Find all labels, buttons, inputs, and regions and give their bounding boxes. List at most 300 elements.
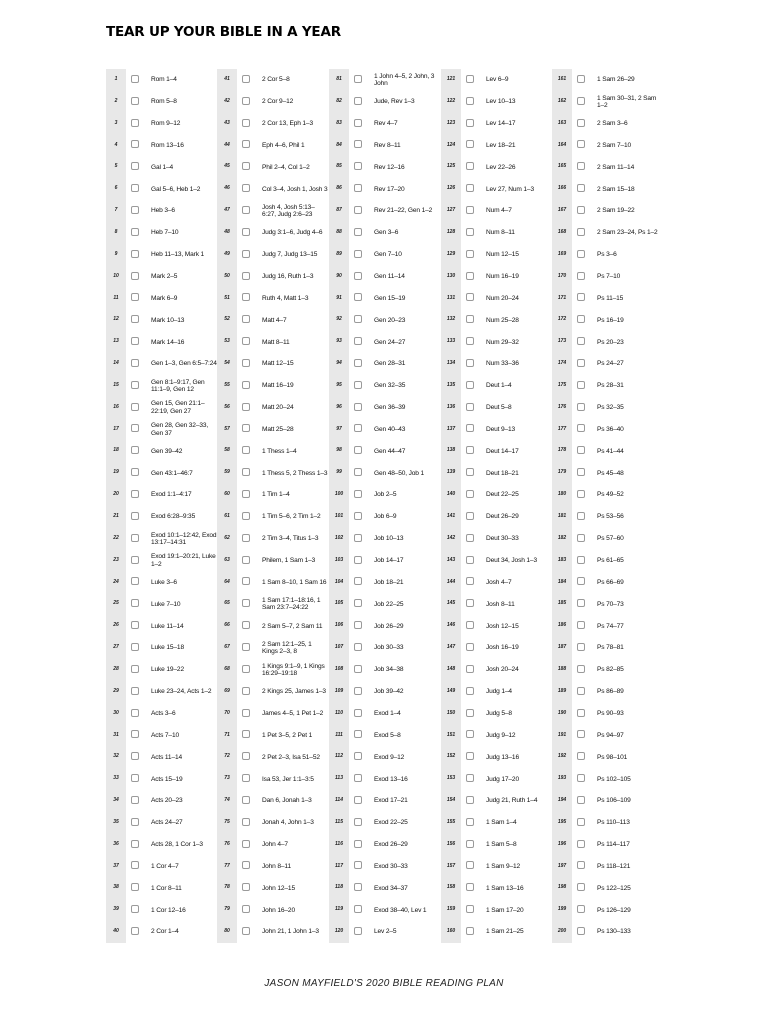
reading-passage: Ps 53–56 — [597, 513, 624, 521]
day-checkbox[interactable] — [242, 709, 250, 717]
day-number: 14 — [113, 360, 119, 367]
reading-day-row — [217, 877, 328, 899]
day-checkbox[interactable] — [242, 293, 250, 301]
reading-passage: Luke 7–10 — [151, 600, 181, 608]
day-checkbox[interactable] — [577, 97, 585, 105]
reading-passage: Ps 36–40 — [597, 425, 624, 433]
day-number: 135 — [446, 381, 456, 388]
reading-day-row — [441, 353, 552, 375]
reading-day-row — [329, 222, 440, 244]
reading-day-row — [106, 91, 217, 113]
day-checkbox[interactable] — [354, 97, 362, 105]
plan-column-4 — [441, 69, 552, 943]
day-number: 127 — [446, 207, 456, 214]
day-checkbox[interactable] — [354, 556, 362, 564]
day-checkbox[interactable] — [131, 752, 139, 760]
day-checkbox[interactable] — [131, 556, 139, 564]
day-checkbox[interactable] — [242, 75, 250, 83]
day-checkbox[interactable] — [131, 75, 139, 83]
day-checkbox[interactable] — [466, 206, 474, 214]
day-checkbox[interactable] — [131, 272, 139, 280]
day-checkbox[interactable] — [466, 468, 474, 476]
reading-passage: Acts 3–6 — [151, 709, 176, 717]
reading-day-row — [329, 790, 440, 812]
reading-passage: Matt 20–24 — [262, 404, 294, 412]
day-checkbox[interactable] — [354, 424, 362, 432]
day-checkbox[interactable] — [242, 818, 250, 826]
day-checkbox[interactable] — [466, 599, 474, 607]
reading-passage: 1 Sam 13–16 — [486, 884, 524, 892]
day-checkbox[interactable] — [131, 140, 139, 148]
day-checkbox[interactable] — [577, 337, 585, 345]
day-checkbox[interactable] — [242, 577, 250, 585]
day-checkbox[interactable] — [466, 512, 474, 520]
day-checkbox[interactable] — [131, 250, 139, 258]
day-checkbox[interactable] — [577, 774, 585, 782]
reading-day-row — [106, 834, 217, 856]
day-checkbox[interactable] — [577, 315, 585, 323]
day-checkbox[interactable] — [466, 381, 474, 389]
day-checkbox[interactable] — [354, 119, 362, 127]
day-checkbox[interactable] — [242, 621, 250, 629]
day-number: 198 — [557, 884, 567, 891]
reading-passage: Gen 28, Gen 32–33, Gen 37 — [151, 422, 209, 437]
day-checkbox[interactable] — [354, 774, 362, 782]
day-checkbox[interactable] — [466, 556, 474, 564]
day-checkbox[interactable] — [577, 840, 585, 848]
day-checkbox[interactable] — [466, 709, 474, 717]
day-checkbox[interactable] — [242, 840, 250, 848]
reading-passage: 2 Sam 19–22 — [597, 207, 635, 215]
day-checkbox[interactable] — [354, 403, 362, 411]
day-checkbox[interactable] — [242, 905, 250, 913]
day-checkbox[interactable] — [577, 250, 585, 258]
reading-passage: 2 Sam 11–14 — [597, 163, 635, 171]
day-checkbox[interactable] — [242, 730, 250, 738]
day-checkbox[interactable] — [577, 512, 585, 520]
day-checkbox[interactable] — [131, 315, 139, 323]
day-number: 59 — [224, 469, 230, 476]
day-checkbox[interactable] — [131, 577, 139, 585]
day-checkbox[interactable] — [577, 621, 585, 629]
day-number: 43 — [224, 119, 230, 126]
day-checkbox[interactable] — [466, 490, 474, 498]
day-checkbox[interactable] — [577, 293, 585, 301]
day-checkbox[interactable] — [577, 927, 585, 935]
day-checkbox[interactable] — [466, 359, 474, 367]
day-checkbox[interactable] — [242, 534, 250, 542]
day-checkbox[interactable] — [354, 446, 362, 454]
day-checkbox[interactable] — [577, 184, 585, 192]
day-checkbox[interactable] — [354, 337, 362, 345]
day-checkbox[interactable] — [242, 687, 250, 695]
day-checkbox[interactable] — [131, 97, 139, 105]
day-checkbox[interactable] — [354, 315, 362, 323]
day-checkbox[interactable] — [354, 228, 362, 236]
reading-passage: Deut 26–29 — [486, 513, 519, 521]
reading-passage: Mark 2–5 — [151, 272, 178, 280]
reading-passage: Exod 10:1–12:42, Exod 13:17–14:31 — [151, 531, 217, 546]
day-checkbox[interactable] — [354, 752, 362, 760]
day-number: 72 — [224, 753, 230, 760]
day-checkbox[interactable] — [242, 140, 250, 148]
day-checkbox[interactable] — [577, 818, 585, 826]
day-checkbox[interactable] — [466, 184, 474, 192]
day-checkbox[interactable] — [354, 272, 362, 280]
day-number: 160 — [446, 928, 456, 935]
day-checkbox[interactable] — [577, 709, 585, 717]
day-checkbox[interactable] — [242, 337, 250, 345]
reading-day-row — [552, 200, 663, 222]
day-checkbox[interactable] — [131, 621, 139, 629]
day-checkbox[interactable] — [577, 381, 585, 389]
day-checkbox[interactable] — [131, 534, 139, 542]
day-checkbox[interactable] — [131, 840, 139, 848]
day-number: 122 — [446, 97, 456, 104]
reading-day-row — [441, 703, 552, 725]
day-checkbox[interactable] — [242, 752, 250, 760]
reading-passage: Judg 1–4 — [486, 688, 512, 696]
day-checkbox[interactable] — [242, 206, 250, 214]
reading-day-row — [441, 222, 552, 244]
reading-passage: Josh 16–19 — [486, 644, 519, 652]
day-checkbox[interactable] — [131, 424, 139, 432]
day-checkbox[interactable] — [242, 381, 250, 389]
day-checkbox[interactable] — [354, 861, 362, 869]
day-checkbox[interactable] — [577, 687, 585, 695]
day-checkbox[interactable] — [354, 840, 362, 848]
day-checkbox[interactable] — [466, 665, 474, 673]
day-checkbox[interactable] — [577, 577, 585, 585]
day-number: 136 — [446, 403, 456, 410]
day-checkbox[interactable] — [131, 643, 139, 651]
day-checkbox[interactable] — [242, 468, 250, 476]
reading-day-row — [552, 528, 663, 550]
reading-passage: Num 29–32 — [486, 338, 519, 346]
day-checkbox[interactable] — [577, 599, 585, 607]
day-checkbox[interactable] — [577, 75, 585, 83]
reading-passage: Deut 14–17 — [486, 447, 519, 455]
day-checkbox[interactable] — [242, 774, 250, 782]
day-checkbox[interactable] — [466, 774, 474, 782]
reading-day-row — [441, 178, 552, 200]
day-checkbox[interactable] — [466, 730, 474, 738]
day-checkbox[interactable] — [131, 206, 139, 214]
day-number: 113 — [335, 775, 343, 782]
day-checkbox[interactable] — [466, 643, 474, 651]
day-checkbox[interactable] — [242, 97, 250, 105]
day-checkbox[interactable] — [466, 687, 474, 695]
day-checkbox[interactable] — [577, 468, 585, 476]
day-number: 70 — [224, 709, 230, 716]
reading-day-row — [106, 856, 217, 878]
day-checkbox[interactable] — [577, 752, 585, 760]
day-checkbox[interactable] — [577, 883, 585, 891]
day-checkbox[interactable] — [242, 883, 250, 891]
day-checkbox[interactable] — [354, 206, 362, 214]
day-checkbox[interactable] — [466, 403, 474, 411]
day-checkbox[interactable] — [354, 730, 362, 738]
day-checkbox[interactable] — [131, 403, 139, 411]
day-checkbox[interactable] — [242, 446, 250, 454]
day-checkbox[interactable] — [577, 905, 585, 913]
day-checkbox[interactable] — [577, 162, 585, 170]
day-checkbox[interactable] — [577, 228, 585, 236]
reading-passage: Exod 30–33 — [374, 862, 408, 870]
day-checkbox[interactable] — [466, 446, 474, 454]
day-checkbox[interactable] — [466, 119, 474, 127]
day-checkbox[interactable] — [354, 184, 362, 192]
day-checkbox[interactable] — [354, 381, 362, 389]
day-checkbox[interactable] — [577, 140, 585, 148]
day-checkbox[interactable] — [354, 818, 362, 826]
day-checkbox[interactable] — [131, 359, 139, 367]
day-number: 180 — [557, 491, 567, 498]
day-number: 28 — [113, 665, 119, 672]
day-checkbox[interactable] — [242, 424, 250, 432]
reading-day-row — [329, 812, 440, 834]
day-checkbox[interactable] — [466, 840, 474, 848]
day-checkbox[interactable] — [354, 665, 362, 673]
plan-column-2 — [217, 69, 328, 943]
day-checkbox[interactable] — [577, 861, 585, 869]
day-checkbox[interactable] — [466, 905, 474, 913]
reading-passage: Exod 1–4 — [374, 709, 401, 717]
day-checkbox[interactable] — [242, 490, 250, 498]
day-number: 137 — [446, 425, 456, 432]
reading-passage: John 4–7 — [262, 841, 288, 849]
reading-passage: Gen 36–39 — [374, 404, 406, 412]
day-checkbox[interactable] — [131, 119, 139, 127]
day-checkbox[interactable] — [466, 861, 474, 869]
day-checkbox[interactable] — [242, 272, 250, 280]
day-checkbox[interactable] — [354, 490, 362, 498]
day-checkbox[interactable] — [466, 272, 474, 280]
day-checkbox[interactable] — [466, 752, 474, 760]
day-checkbox[interactable] — [466, 577, 474, 585]
day-checkbox[interactable] — [577, 446, 585, 454]
reading-passage: 2 Sam 7–10 — [597, 141, 632, 149]
reading-day-row — [106, 156, 217, 178]
day-number: 181 — [557, 513, 567, 519]
day-checkbox[interactable] — [131, 709, 139, 717]
day-checkbox[interactable] — [577, 665, 585, 673]
reading-day-row — [329, 703, 440, 725]
reading-day-row — [217, 331, 328, 353]
day-checkbox[interactable] — [131, 512, 139, 520]
day-checkbox[interactable] — [242, 665, 250, 673]
reading-passage: Ps 122–125 — [597, 884, 631, 892]
reading-passage: Gal 1–4 — [151, 163, 174, 171]
day-checkbox[interactable] — [577, 359, 585, 367]
day-number: 166 — [557, 185, 567, 192]
day-checkbox[interactable] — [242, 403, 250, 411]
day-checkbox[interactable] — [131, 687, 139, 695]
day-checkbox[interactable] — [466, 162, 474, 170]
day-number: 86 — [336, 185, 342, 192]
day-checkbox[interactable] — [577, 424, 585, 432]
day-checkbox[interactable] — [354, 75, 362, 83]
day-checkbox[interactable] — [466, 293, 474, 301]
day-checkbox[interactable] — [131, 446, 139, 454]
reading-passage: 2 Sam 5–7, 2 Sam 11 — [262, 622, 323, 630]
day-checkbox[interactable] — [577, 534, 585, 542]
day-checkbox[interactable] — [131, 665, 139, 673]
reading-passage: Ps 98–101 — [597, 753, 628, 761]
day-checkbox[interactable] — [131, 905, 139, 913]
day-checkbox[interactable] — [131, 861, 139, 869]
reading-plan-grid — [0, 69, 768, 943]
reading-day-row — [329, 768, 440, 790]
day-checkbox[interactable] — [131, 228, 139, 236]
day-checkbox[interactable] — [354, 621, 362, 629]
day-checkbox[interactable] — [242, 119, 250, 127]
day-checkbox[interactable] — [577, 796, 585, 804]
day-checkbox[interactable] — [354, 293, 362, 301]
day-checkbox[interactable] — [466, 818, 474, 826]
day-number: 97 — [336, 425, 342, 432]
day-checkbox[interactable] — [354, 534, 362, 542]
day-checkbox[interactable] — [131, 293, 139, 301]
day-checkbox[interactable] — [466, 97, 474, 105]
day-checkbox[interactable] — [354, 687, 362, 695]
day-checkbox[interactable] — [577, 490, 585, 498]
reading-passage: Rom 5–8 — [151, 98, 177, 106]
day-checkbox[interactable] — [131, 490, 139, 498]
day-checkbox[interactable] — [577, 403, 585, 411]
day-checkbox[interactable] — [466, 315, 474, 323]
day-number: 3 — [114, 119, 118, 126]
day-checkbox[interactable] — [466, 424, 474, 432]
day-checkbox[interactable] — [131, 337, 139, 345]
day-checkbox[interactable] — [242, 556, 250, 564]
reading-day-row — [441, 397, 552, 419]
day-checkbox[interactable] — [242, 162, 250, 170]
reading-day-row — [106, 572, 217, 594]
day-number: 192 — [557, 753, 567, 760]
day-checkbox[interactable] — [354, 927, 362, 935]
day-checkbox[interactable] — [466, 337, 474, 345]
day-checkbox[interactable] — [131, 381, 139, 389]
day-checkbox[interactable] — [131, 774, 139, 782]
day-checkbox[interactable] — [242, 359, 250, 367]
day-checkbox[interactable] — [354, 643, 362, 651]
day-checkbox[interactable] — [354, 577, 362, 585]
reading-day-row — [329, 331, 440, 353]
day-checkbox[interactable] — [354, 140, 362, 148]
day-checkbox[interactable] — [577, 272, 585, 280]
reading-passage: 1 Sam 17–20 — [486, 906, 524, 914]
day-number: 74 — [224, 797, 230, 804]
reading-day-row — [441, 768, 552, 790]
day-checkbox[interactable] — [466, 228, 474, 236]
day-checkbox[interactable] — [577, 556, 585, 564]
day-number: 200 — [557, 928, 567, 935]
day-checkbox[interactable] — [466, 927, 474, 935]
day-number: 185 — [557, 600, 567, 607]
day-checkbox[interactable] — [577, 206, 585, 214]
day-number: 194 — [557, 797, 567, 804]
day-checkbox[interactable] — [131, 468, 139, 476]
reading-day-row — [441, 375, 552, 397]
day-checkbox[interactable] — [466, 796, 474, 804]
day-checkbox[interactable] — [577, 119, 585, 127]
day-checkbox[interactable] — [242, 512, 250, 520]
day-checkbox[interactable] — [466, 140, 474, 148]
day-checkbox[interactable] — [354, 883, 362, 891]
day-number: 6 — [114, 185, 118, 192]
reading-passage: Exod 13–16 — [374, 775, 408, 783]
day-checkbox[interactable] — [354, 468, 362, 476]
reading-passage: Lev 6–9 — [486, 76, 509, 84]
day-checkbox[interactable] — [242, 927, 250, 935]
day-checkbox[interactable] — [242, 796, 250, 804]
day-checkbox[interactable] — [577, 730, 585, 738]
day-checkbox[interactable] — [131, 162, 139, 170]
day-checkbox[interactable] — [466, 883, 474, 891]
day-checkbox[interactable] — [354, 709, 362, 717]
day-checkbox[interactable] — [131, 796, 139, 804]
reading-passage: 1 Sam 30–31, 2 Sam 1–2 — [597, 94, 657, 109]
day-checkbox[interactable] — [242, 228, 250, 236]
day-checkbox[interactable] — [242, 643, 250, 651]
day-number: 77 — [224, 862, 230, 869]
reading-passage: Phil 2–4, Col 1–2 — [262, 163, 310, 171]
day-number: 93 — [336, 338, 342, 345]
reading-day-row — [552, 877, 663, 899]
day-number: 20 — [113, 491, 119, 498]
day-checkbox[interactable] — [354, 512, 362, 520]
day-checkbox[interactable] — [354, 599, 362, 607]
reading-passage: Exod 6:28–9:35 — [151, 513, 196, 521]
day-checkbox[interactable] — [242, 599, 250, 607]
reading-passage: Lev 10–13 — [486, 98, 516, 106]
day-checkbox[interactable] — [242, 861, 250, 869]
day-checkbox[interactable] — [354, 359, 362, 367]
day-checkbox[interactable] — [131, 927, 139, 935]
day-number: 87 — [336, 207, 342, 214]
day-checkbox[interactable] — [577, 643, 585, 651]
day-checkbox[interactable] — [466, 250, 474, 258]
day-number: 167 — [557, 207, 567, 214]
day-checkbox[interactable] — [466, 534, 474, 542]
day-checkbox[interactable] — [131, 883, 139, 891]
day-checkbox[interactable] — [354, 162, 362, 170]
day-checkbox[interactable] — [354, 905, 362, 913]
reading-passage: John 12–15 — [262, 884, 295, 892]
day-number: 103 — [334, 556, 344, 563]
reading-passage: 1 Sam 1–4 — [486, 819, 517, 827]
day-checkbox[interactable] — [242, 250, 250, 258]
day-checkbox[interactable] — [354, 250, 362, 258]
reading-passage: Judg 9–12 — [486, 731, 516, 739]
reading-day-row — [106, 331, 217, 353]
day-checkbox[interactable] — [466, 75, 474, 83]
day-checkbox[interactable] — [131, 599, 139, 607]
day-checkbox[interactable] — [131, 184, 139, 192]
day-checkbox[interactable] — [466, 621, 474, 629]
day-checkbox[interactable] — [242, 184, 250, 192]
day-number: 159 — [446, 906, 456, 913]
reading-passage: Gen 24–27 — [374, 338, 406, 346]
day-checkbox[interactable] — [242, 315, 250, 323]
day-number: 129 — [446, 250, 456, 257]
reading-passage: Luke 23–24, Acts 1–2 — [151, 688, 212, 696]
day-checkbox[interactable] — [131, 818, 139, 826]
day-checkbox[interactable] — [131, 730, 139, 738]
day-checkbox[interactable] — [354, 796, 362, 804]
reading-day-row — [441, 244, 552, 266]
